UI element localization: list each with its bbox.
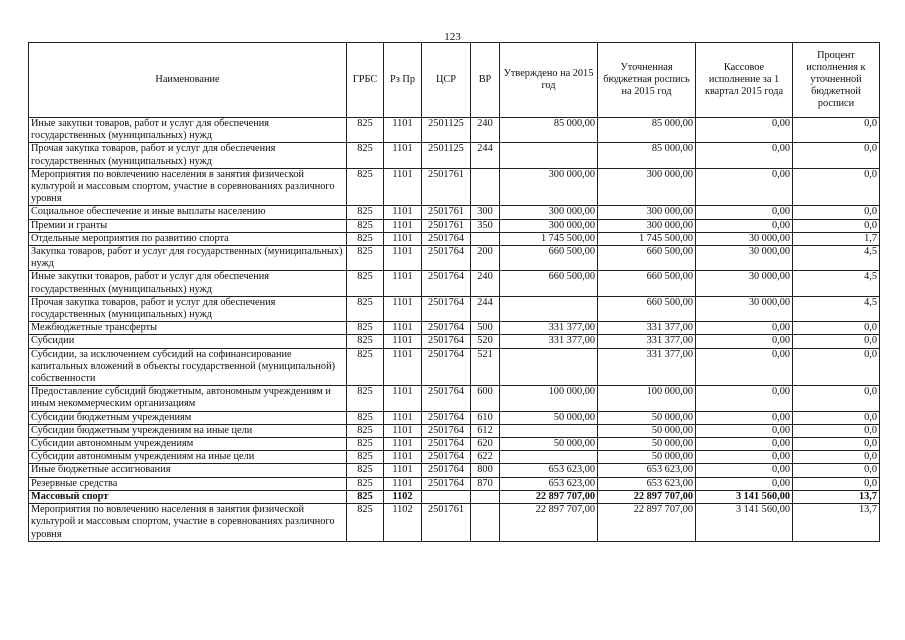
cell-grbs: 825 xyxy=(347,296,384,321)
cell-vr: 300 xyxy=(471,206,500,219)
cell-percent: 0,0 xyxy=(793,206,880,219)
cell-vr: 500 xyxy=(471,322,500,335)
cell-csr: 2501761 xyxy=(422,504,471,542)
cell-name: Прочая закупка товаров, работ и услуг для обеспечения государственных (муниципальных) нужд xyxy=(29,143,347,168)
cell-vr: 800 xyxy=(471,464,500,477)
cell-name: Прочая закупка товаров, работ и услуг для обеспечения государственных (муниципальных) нужд xyxy=(29,296,347,321)
cell-csr: 2501764 xyxy=(422,438,471,451)
cell-rzpr: 1101 xyxy=(384,232,422,245)
cell-name: Субсидии бюджетным учреждениям xyxy=(29,411,347,424)
cell-vr: 620 xyxy=(471,438,500,451)
cell-name: Премии и гранты xyxy=(29,219,347,232)
cell-rzpr: 1102 xyxy=(384,504,422,542)
cell-refined: 50 000,00 xyxy=(598,424,696,437)
cell-csr: 2501125 xyxy=(422,143,471,168)
cell-approved: 331 377,00 xyxy=(500,322,598,335)
cell-cash: 0,00 xyxy=(696,438,793,451)
cell-percent: 13,7 xyxy=(793,490,880,503)
cell-vr: 521 xyxy=(471,348,500,386)
cell-refined: 22 897 707,00 xyxy=(598,504,696,542)
table-row xyxy=(29,451,880,464)
cell-cash: 0,00 xyxy=(696,386,793,411)
cell-vr xyxy=(471,490,500,503)
cell-percent: 0,0 xyxy=(793,411,880,424)
budget-table xyxy=(28,42,880,542)
cell-csr: 2501764 xyxy=(422,424,471,437)
cell-percent: 0,0 xyxy=(793,348,880,386)
cell-csr: 2501764 xyxy=(422,322,471,335)
cell-refined: 50 000,00 xyxy=(598,438,696,451)
column-header-name: Наименование xyxy=(29,43,347,118)
column-header-percent: Процент исполнения к уточненной бюджетной росписи xyxy=(793,43,880,118)
cell-name: Субсидии автономным учреждениям на иные цели xyxy=(29,451,347,464)
cell-rzpr: 1101 xyxy=(384,322,422,335)
cell-rzpr: 1101 xyxy=(384,168,422,206)
cell-grbs: 825 xyxy=(347,168,384,206)
cell-rzpr: 1101 xyxy=(384,386,422,411)
cell-percent: 0,0 xyxy=(793,168,880,206)
table-row xyxy=(29,271,880,296)
cell-cash: 30 000,00 xyxy=(696,296,793,321)
cell-rzpr: 1101 xyxy=(384,335,422,348)
cell-rzpr: 1101 xyxy=(384,424,422,437)
cell-name: Иные закупки товаров, работ и услуг для обеспечения государственных (муниципальных) нужд xyxy=(29,271,347,296)
cell-name: Отдельные мероприятия по развитию спорта xyxy=(29,232,347,245)
cell-refined: 300 000,00 xyxy=(598,219,696,232)
cell-csr: 2501761 xyxy=(422,206,471,219)
cell-rzpr: 1101 xyxy=(384,143,422,168)
column-header-refined: Уточненная бюджетная роспись на 2015 год xyxy=(598,43,696,118)
cell-grbs: 825 xyxy=(347,438,384,451)
cell-vr: 600 xyxy=(471,386,500,411)
cell-name: Иные бюджетные ассигнования xyxy=(29,464,347,477)
cell-approved: 85 000,00 xyxy=(500,118,598,143)
cell-vr: 612 xyxy=(471,424,500,437)
cell-cash: 0,00 xyxy=(696,168,793,206)
cell-vr xyxy=(471,232,500,245)
cell-refined: 653 623,00 xyxy=(598,464,696,477)
cell-refined: 660 500,00 xyxy=(598,296,696,321)
cell-refined: 50 000,00 xyxy=(598,411,696,424)
cell-grbs: 825 xyxy=(347,477,384,490)
cell-grbs: 825 xyxy=(347,451,384,464)
table-row xyxy=(29,168,880,206)
cell-percent: 0,0 xyxy=(793,477,880,490)
cell-grbs: 825 xyxy=(347,246,384,271)
cell-vr: 244 xyxy=(471,296,500,321)
table-row xyxy=(29,477,880,490)
cell-cash: 30 000,00 xyxy=(696,271,793,296)
table-row xyxy=(29,424,880,437)
cell-percent: 13,7 xyxy=(793,504,880,542)
cell-csr: 2501764 xyxy=(422,296,471,321)
cell-csr xyxy=(422,490,471,503)
cell-vr: 610 xyxy=(471,411,500,424)
cell-csr: 2501764 xyxy=(422,464,471,477)
cell-approved: 50 000,00 xyxy=(500,411,598,424)
cell-vr: 622 xyxy=(471,451,500,464)
column-header-rzpr: Рз Пр xyxy=(384,43,422,118)
cell-percent: 0,0 xyxy=(793,143,880,168)
cell-approved: 50 000,00 xyxy=(500,438,598,451)
cell-percent: 0,0 xyxy=(793,386,880,411)
table-body xyxy=(29,118,880,542)
cell-grbs: 825 xyxy=(347,271,384,296)
cell-percent: 0,0 xyxy=(793,322,880,335)
cell-cash: 0,00 xyxy=(696,322,793,335)
cell-percent: 1,7 xyxy=(793,232,880,245)
cell-csr: 2501764 xyxy=(422,271,471,296)
table-row xyxy=(29,411,880,424)
cell-cash: 30 000,00 xyxy=(696,246,793,271)
cell-name: Резервные средства xyxy=(29,477,347,490)
cell-csr: 2501764 xyxy=(422,348,471,386)
cell-csr: 2501761 xyxy=(422,219,471,232)
column-header-vr: ВР xyxy=(471,43,500,118)
cell-approved xyxy=(500,296,598,321)
cell-rzpr: 1101 xyxy=(384,438,422,451)
cell-cash: 0,00 xyxy=(696,451,793,464)
column-header-grbs: ГРБС xyxy=(347,43,384,118)
table-row xyxy=(29,219,880,232)
cell-cash: 0,00 xyxy=(696,348,793,386)
cell-name: Субсидии, за исключением субсидий на софинансирование капитальных вложений в объекты государственной (муниципальной) собственности xyxy=(29,348,347,386)
cell-approved: 331 377,00 xyxy=(500,335,598,348)
cell-percent: 4,5 xyxy=(793,246,880,271)
table-row xyxy=(29,490,880,503)
cell-name: Субсидии xyxy=(29,335,347,348)
cell-vr: 200 xyxy=(471,246,500,271)
cell-approved xyxy=(500,348,598,386)
cell-rzpr: 1101 xyxy=(384,219,422,232)
cell-vr xyxy=(471,168,500,206)
cell-percent: 4,5 xyxy=(793,296,880,321)
cell-refined: 660 500,00 xyxy=(598,246,696,271)
cell-cash: 3 141 560,00 xyxy=(696,490,793,503)
cell-grbs: 825 xyxy=(347,424,384,437)
cell-vr: 240 xyxy=(471,118,500,143)
cell-refined: 50 000,00 xyxy=(598,451,696,464)
cell-vr: 350 xyxy=(471,219,500,232)
cell-grbs: 825 xyxy=(347,411,384,424)
table-row xyxy=(29,438,880,451)
cell-grbs: 825 xyxy=(347,386,384,411)
cell-name: Субсидии автономным учреждениям xyxy=(29,438,347,451)
table-row xyxy=(29,348,880,386)
cell-refined: 331 377,00 xyxy=(598,322,696,335)
cell-grbs: 825 xyxy=(347,118,384,143)
cell-approved xyxy=(500,143,598,168)
cell-cash: 0,00 xyxy=(696,477,793,490)
cell-approved: 653 623,00 xyxy=(500,477,598,490)
table-row xyxy=(29,322,880,335)
cell-csr: 2501764 xyxy=(422,386,471,411)
cell-refined: 300 000,00 xyxy=(598,168,696,206)
cell-cash: 30 000,00 xyxy=(696,232,793,245)
cell-csr: 2501764 xyxy=(422,411,471,424)
cell-grbs: 825 xyxy=(347,322,384,335)
cell-vr: 520 xyxy=(471,335,500,348)
cell-rzpr: 1101 xyxy=(384,118,422,143)
cell-refined: 331 377,00 xyxy=(598,348,696,386)
cell-approved: 300 000,00 xyxy=(500,206,598,219)
cell-grbs: 825 xyxy=(347,206,384,219)
cell-refined: 331 377,00 xyxy=(598,335,696,348)
cell-name: Предоставление субсидий бюджетным, автономным учреждениям и иным некоммерческим организациям xyxy=(29,386,347,411)
cell-rzpr: 1101 xyxy=(384,451,422,464)
cell-approved: 22 897 707,00 xyxy=(500,490,598,503)
cell-vr: 240 xyxy=(471,271,500,296)
cell-refined: 22 897 707,00 xyxy=(598,490,696,503)
page-number: 123 xyxy=(444,31,461,43)
table-row xyxy=(29,335,880,348)
cell-cash: 3 141 560,00 xyxy=(696,504,793,542)
cell-cash: 0,00 xyxy=(696,143,793,168)
cell-rzpr: 1101 xyxy=(384,206,422,219)
cell-percent: 0,0 xyxy=(793,451,880,464)
cell-refined: 100 000,00 xyxy=(598,386,696,411)
cell-rzpr: 1101 xyxy=(384,477,422,490)
cell-cash: 0,00 xyxy=(696,424,793,437)
column-header-cash: Кассовое исполнение за 1 квартал 2015 года xyxy=(696,43,793,118)
cell-cash: 0,00 xyxy=(696,411,793,424)
cell-grbs: 825 xyxy=(347,348,384,386)
cell-grbs: 825 xyxy=(347,143,384,168)
cell-name: Закупка товаров, работ и услуг для государственных (муниципальных) нужд xyxy=(29,246,347,271)
cell-vr: 244 xyxy=(471,143,500,168)
cell-approved: 300 000,00 xyxy=(500,168,598,206)
cell-cash: 0,00 xyxy=(696,206,793,219)
cell-approved: 653 623,00 xyxy=(500,464,598,477)
cell-approved: 660 500,00 xyxy=(500,246,598,271)
cell-refined: 660 500,00 xyxy=(598,271,696,296)
cell-percent: 4,5 xyxy=(793,271,880,296)
cell-cash: 0,00 xyxy=(696,335,793,348)
cell-refined: 85 000,00 xyxy=(598,118,696,143)
table-row xyxy=(29,504,880,542)
cell-csr: 2501761 xyxy=(422,168,471,206)
cell-csr: 2501125 xyxy=(422,118,471,143)
cell-grbs: 825 xyxy=(347,219,384,232)
cell-approved xyxy=(500,451,598,464)
cell-name: Межбюджетные трансферты xyxy=(29,322,347,335)
cell-vr: 870 xyxy=(471,477,500,490)
cell-csr: 2501764 xyxy=(422,232,471,245)
cell-percent: 0,0 xyxy=(793,335,880,348)
cell-cash: 0,00 xyxy=(696,464,793,477)
table-row xyxy=(29,386,880,411)
cell-name: Мероприятия по вовлечению населения в занятия физической культурой и массовым спортом, участие в соревнованиях различного уровня xyxy=(29,504,347,542)
cell-rzpr: 1101 xyxy=(384,348,422,386)
cell-percent: 0,0 xyxy=(793,438,880,451)
cell-name: Массовый спорт xyxy=(29,490,347,503)
cell-percent: 0,0 xyxy=(793,219,880,232)
cell-csr: 2501764 xyxy=(422,246,471,271)
cell-approved: 100 000,00 xyxy=(500,386,598,411)
table-row xyxy=(29,143,880,168)
cell-vr xyxy=(471,504,500,542)
cell-percent: 0,0 xyxy=(793,424,880,437)
cell-refined: 1 745 500,00 xyxy=(598,232,696,245)
cell-name: Иные закупки товаров, работ и услуг для обеспечения государственных (муниципальных) нужд xyxy=(29,118,347,143)
cell-csr: 2501764 xyxy=(422,477,471,490)
cell-cash: 0,00 xyxy=(696,219,793,232)
cell-name: Мероприятия по вовлечению населения в занятия физической культурой и массовым спортом, участие в соревнованиях различного уровня xyxy=(29,168,347,206)
table-row xyxy=(29,118,880,143)
cell-refined: 653 623,00 xyxy=(598,477,696,490)
cell-approved: 22 897 707,00 xyxy=(500,504,598,542)
cell-percent: 0,0 xyxy=(793,464,880,477)
cell-rzpr: 1101 xyxy=(384,246,422,271)
cell-refined: 85 000,00 xyxy=(598,143,696,168)
cell-rzpr: 1101 xyxy=(384,464,422,477)
cell-grbs: 825 xyxy=(347,335,384,348)
table-row xyxy=(29,206,880,219)
column-header-csr: ЦСР xyxy=(422,43,471,118)
cell-percent: 0,0 xyxy=(793,118,880,143)
table-row xyxy=(29,232,880,245)
cell-approved xyxy=(500,424,598,437)
cell-rzpr: 1101 xyxy=(384,411,422,424)
cell-name: Социальное обеспечение и иные выплаты населению xyxy=(29,206,347,219)
cell-rzpr: 1101 xyxy=(384,296,422,321)
cell-cash: 0,00 xyxy=(696,118,793,143)
cell-approved: 300 000,00 xyxy=(500,219,598,232)
cell-csr: 2501764 xyxy=(422,335,471,348)
cell-grbs: 825 xyxy=(347,490,384,503)
cell-approved: 660 500,00 xyxy=(500,271,598,296)
cell-rzpr: 1101 xyxy=(384,271,422,296)
cell-refined: 300 000,00 xyxy=(598,206,696,219)
cell-name: Субсидии бюджетным учреждениям на иные цели xyxy=(29,424,347,437)
cell-rzpr: 1102 xyxy=(384,490,422,503)
cell-csr: 2501764 xyxy=(422,451,471,464)
cell-grbs: 825 xyxy=(347,504,384,542)
cell-grbs: 825 xyxy=(347,232,384,245)
table-header-row xyxy=(29,43,880,118)
cell-grbs: 825 xyxy=(347,464,384,477)
cell-approved: 1 745 500,00 xyxy=(500,232,598,245)
column-header-approved: Утверждено на 2015 год xyxy=(500,43,598,118)
table-row xyxy=(29,464,880,477)
table-row xyxy=(29,296,880,321)
table-row xyxy=(29,246,880,271)
